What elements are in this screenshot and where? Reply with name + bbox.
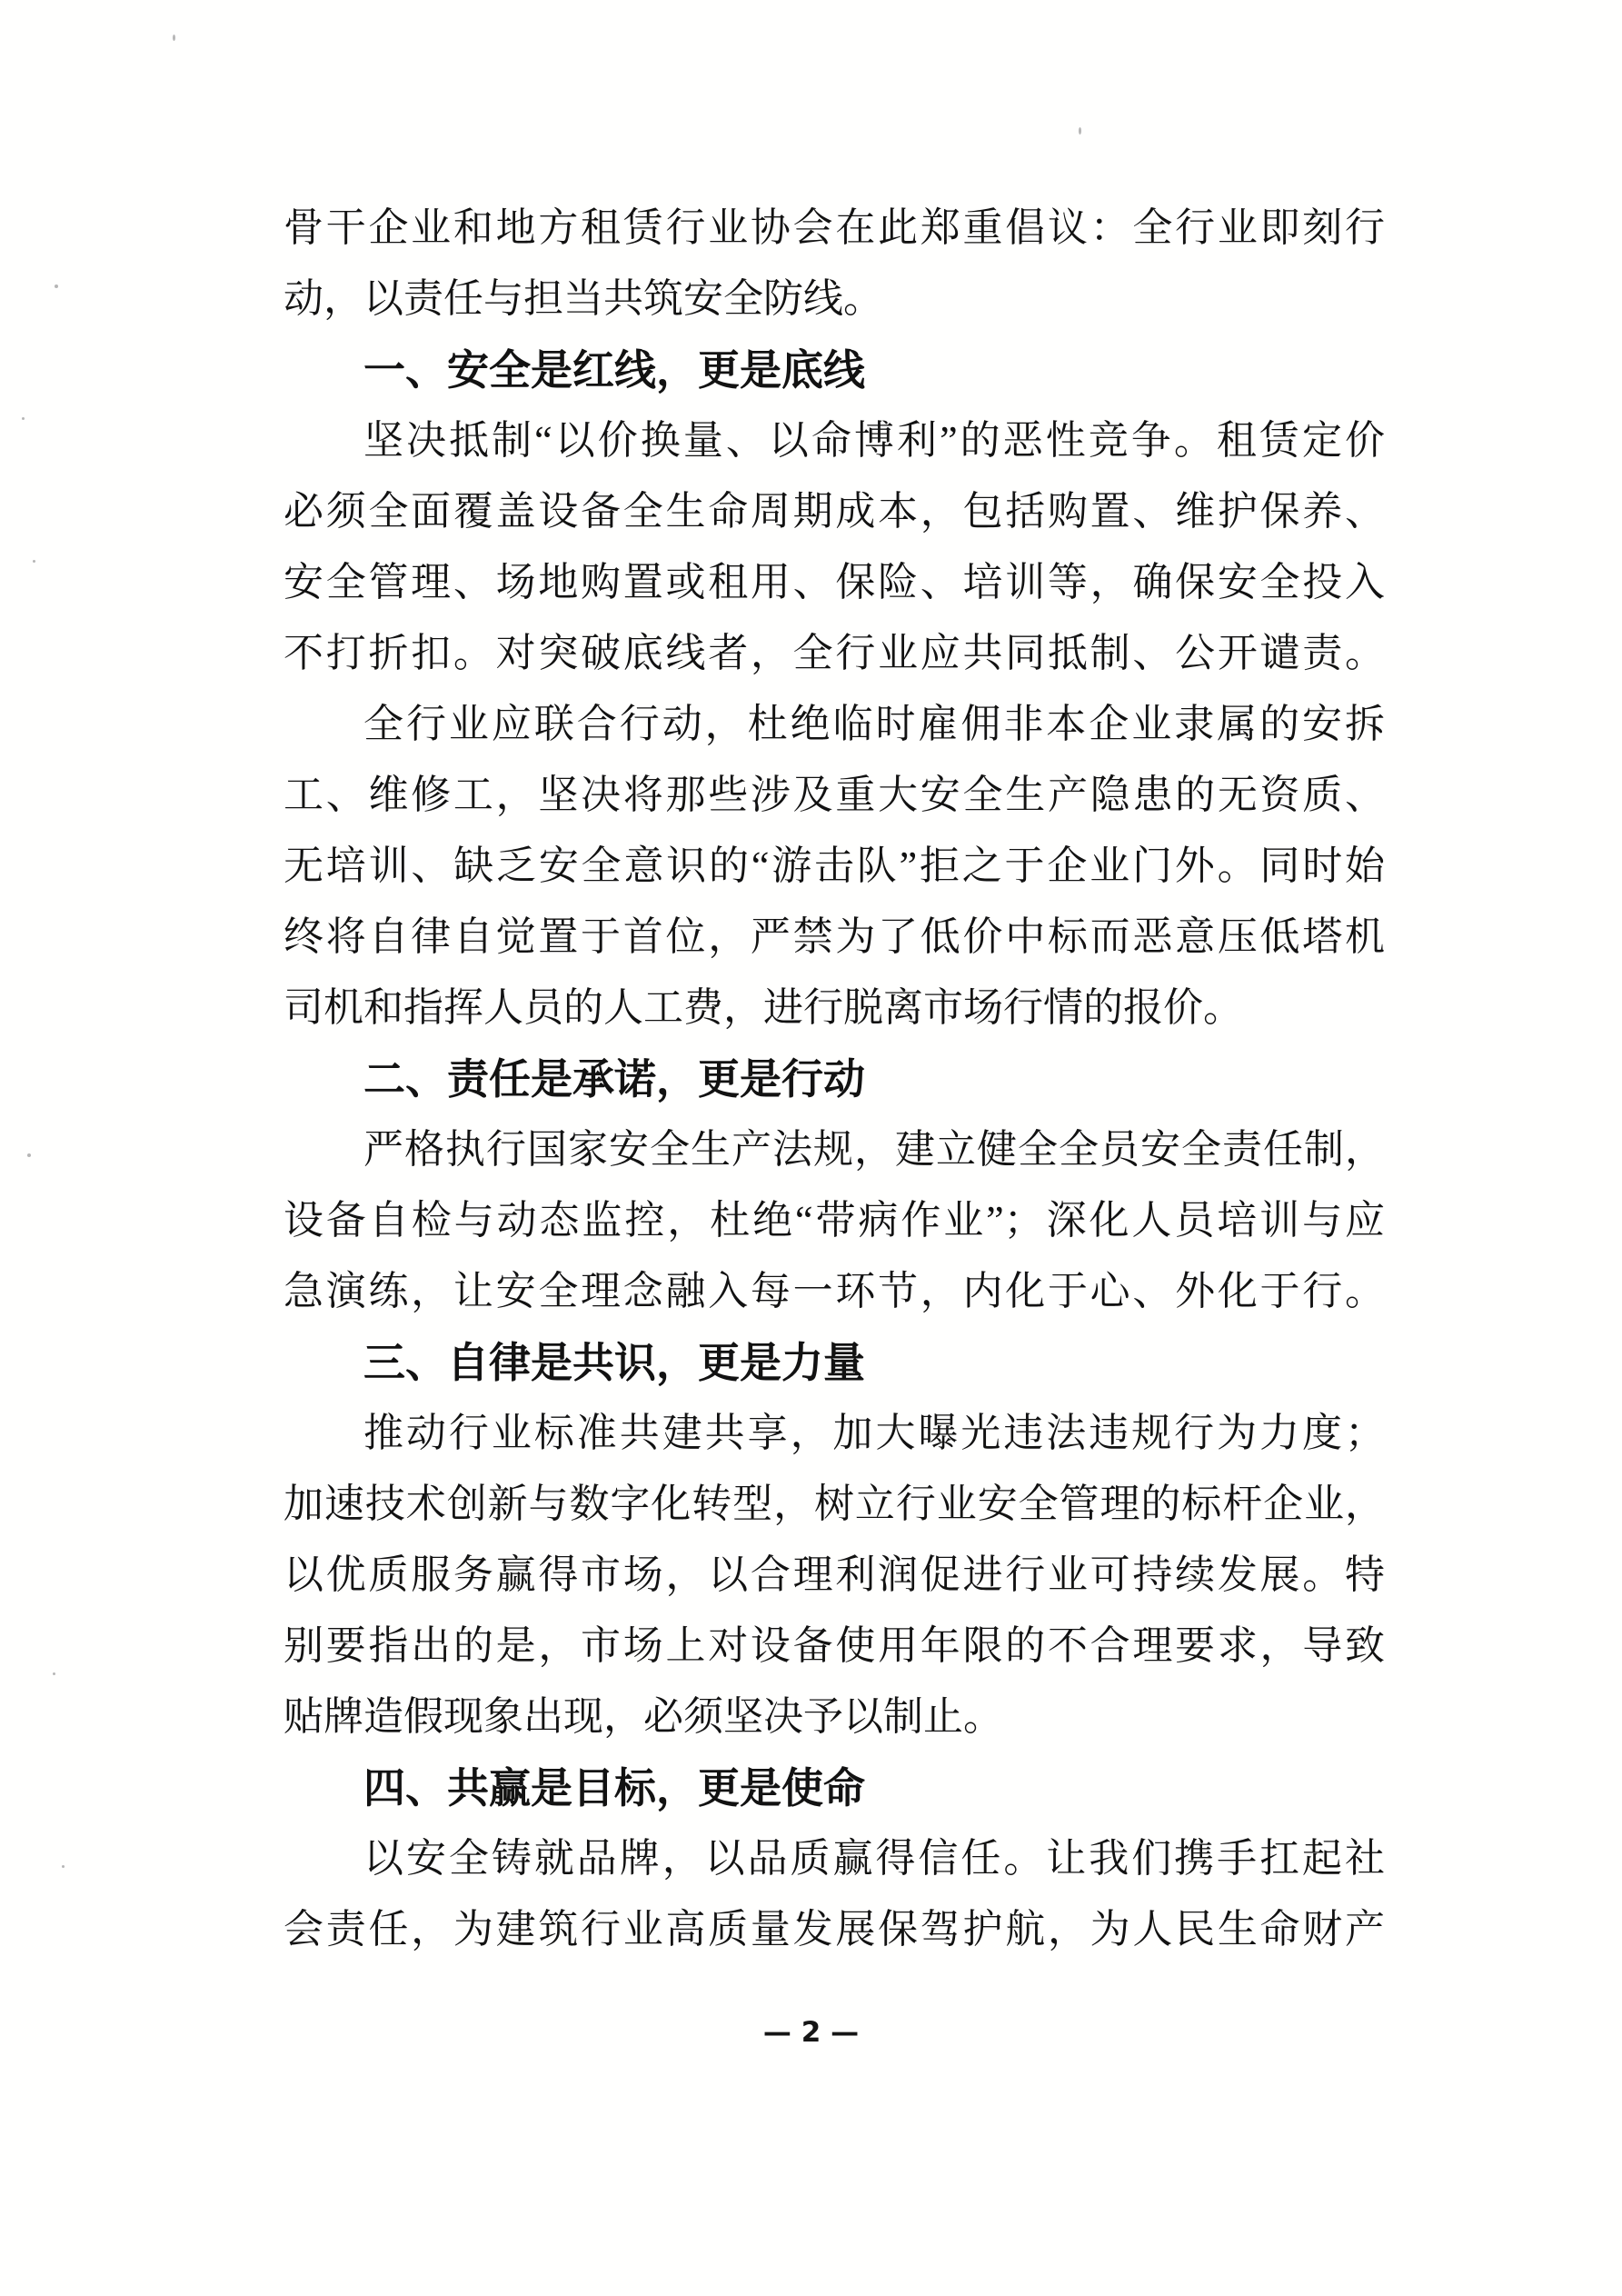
body-line: 推动行业标准共建共享，加大曝光违法违规行为力度； [363,1411,1385,1455]
body-line: 设备自检与动态监控，杜绝“带病作业”；深化人员培训与应 [284,1198,1385,1243]
body-line: 骨干企业和地方租赁行业协会在此郑重倡议：全行业即刻行 [284,205,1385,250]
body-line: 会责任，为建筑行业高质量发展保驾护航，为人民生命财产 [284,1907,1385,1952]
body-line: 以安全铸就品牌，以品质赢得信任。让我们携手扛起社 [363,1836,1385,1881]
body-line: 司机和指挥人员的人工费，进行脱离市场行情的报价。 [284,985,1243,1030]
scan-speck [22,417,25,420]
body-line: 不打折扣。对突破底线者，全行业应共同抵制、公开谴责。 [284,631,1385,675]
body-line: 坚决抵制“以价换量、以命博利”的恶性竞争。租赁定价 [363,418,1385,463]
body-line: 全行业应联合行动，杜绝临时雇佣非本企业隶属的安拆 [363,702,1385,746]
scan-speck [53,1672,55,1675]
body-line: 急演练，让安全理念融入每一环节，内化于心、外化于行。 [284,1269,1385,1313]
section-heading-2: 二、责任是承诺，更是行动 [363,1055,865,1103]
section-heading-4: 四、共赢是目标，更是使命 [363,1764,865,1812]
body-line: 严格执行国家安全生产法规，建立健全全员安全责任制， [363,1127,1385,1172]
body-line: 贴牌造假现象出现，必须坚决予以制止。 [284,1694,1003,1739]
body-line: 别要指出的是，市场上对设备使用年限的不合理要求，导致 [284,1623,1385,1668]
scan-speck [1079,127,1081,135]
body-line: 安全管理、场地购置或租用、保险、培训等，确保安全投入 [284,560,1385,604]
body-line: 以优质服务赢得市场，以合理利润促进行业可持续发展。特 [284,1552,1385,1597]
scan-speck [55,285,58,288]
body-line: 无培训、缺乏安全意识的“游击队”拒之于企业门外。同时始 [284,844,1385,888]
body-line: 终将自律自觉置于首位，严禁为了低价中标而恶意压低塔机 [284,914,1385,959]
document-body [284,193,1385,1965]
section-heading-3: 三、自律是共识，更是力量 [363,1339,865,1386]
scan-speck [33,560,35,563]
section-heading-1: 一、安全是红线，更是底线 [363,346,865,394]
body-line: 工、维修工，坚决将那些涉及重大安全生产隐患的无资质、 [284,773,1385,817]
body-line: 必须全面覆盖设备全生命周期成本，包括购置、维护保养、 [284,489,1385,534]
scan-speck [173,35,175,41]
body-line: 动，以责任与担当共筑安全防线。 [284,276,883,321]
body-line: 加速技术创新与数字化转型，树立行业安全管理的标杆企业， [284,1482,1385,1526]
scan-speck [62,1865,65,1868]
page-number: — 2 — [762,2016,860,2049]
scan-speck [27,1153,31,1157]
